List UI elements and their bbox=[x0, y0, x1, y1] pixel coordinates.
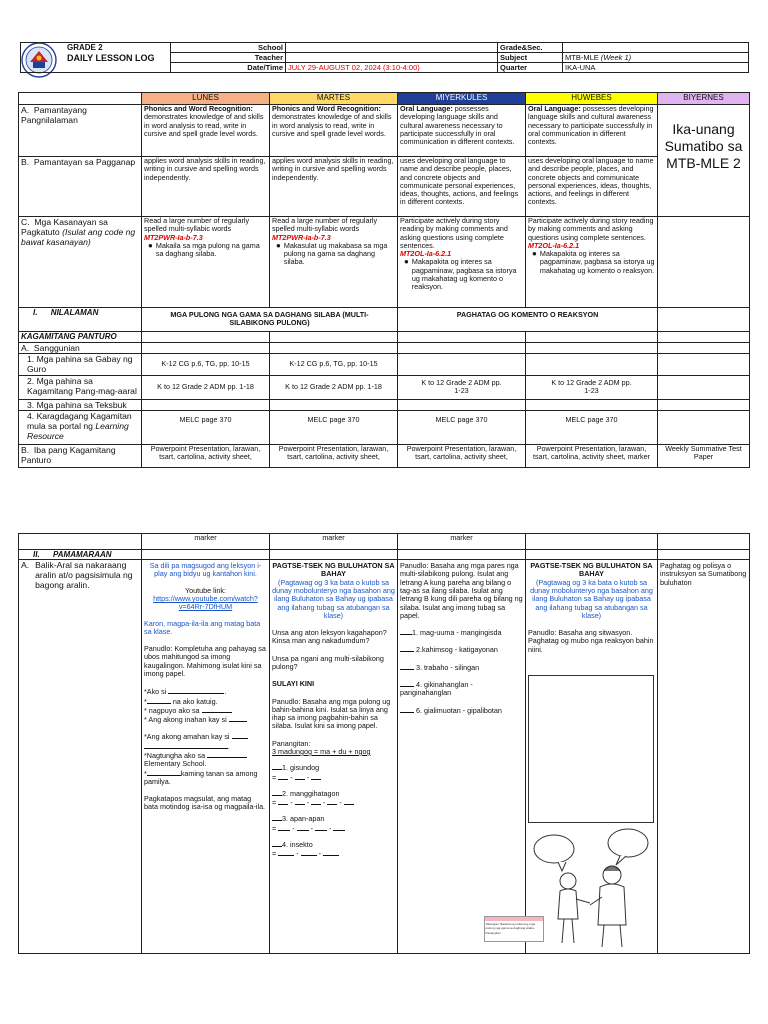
empty-cell bbox=[658, 331, 750, 342]
nilalaman-lunes-martes: MGA PULONG NGA GAMA SA DAGHANG SILABA (MULTI-SILABIKONG PULONG) bbox=[142, 308, 398, 332]
empty-cell bbox=[658, 410, 750, 444]
grade-label: GRADE 2 bbox=[67, 43, 103, 52]
bullet-icon: ● bbox=[148, 240, 153, 250]
situation-image-frame bbox=[528, 675, 654, 823]
exercise-word: 1. gisundog bbox=[282, 763, 320, 773]
empty-cell bbox=[270, 342, 398, 353]
doc-title: DAILY LESSON LOG bbox=[67, 53, 155, 63]
blank-line[interactable] bbox=[400, 628, 412, 635]
blank-line[interactable] bbox=[272, 840, 282, 847]
example-label: Panangitan: bbox=[272, 738, 311, 748]
fill-label: *Ako si bbox=[144, 687, 167, 697]
answer-line: = - - bbox=[272, 849, 395, 858]
thumb-text-2: Panangitan: bbox=[485, 930, 502, 935]
fill-line-1: *Ako si . bbox=[144, 687, 227, 697]
row-a-letter: A. bbox=[21, 105, 30, 115]
empty-cell bbox=[526, 353, 658, 375]
ref-row-1-label: 1. Mga pahina sa Gabay ng Guro bbox=[19, 353, 142, 375]
exercise-word: 3. apan-apan bbox=[282, 814, 325, 824]
empty-cell bbox=[142, 331, 270, 342]
empty-cell bbox=[526, 342, 658, 353]
cell-c-miyerkules bbox=[398, 217, 526, 308]
procedure-lunes bbox=[142, 560, 270, 954]
answer-line: = - - - bbox=[272, 824, 395, 833]
school-value[interactable] bbox=[286, 43, 498, 53]
skill-code: MT2OL-Ia-6.2.1 bbox=[528, 240, 580, 250]
empty-cell bbox=[658, 353, 750, 375]
fill-line-3 bbox=[144, 706, 267, 715]
ref-1-martes: K-12 CG p.6, TG, pp. 10-15 bbox=[270, 353, 398, 375]
skill-text: Read a large number of regularly spelled multi-syllabic words bbox=[272, 216, 378, 234]
fill-line-4 bbox=[144, 715, 267, 724]
fill-line-7: * kaming tanan sa among pamilya. bbox=[144, 768, 258, 786]
row-label-c bbox=[19, 217, 142, 308]
skill-text: Read a large number of regularly spelled multi-syllabic words bbox=[144, 216, 250, 234]
sang-title: Sanggunian bbox=[33, 342, 80, 353]
iba-letter: B. bbox=[21, 444, 30, 455]
objective-text: Makapakita og interes sa pagpaminaw, pagbasa sa istorya ug makahatag ug komento o reaksyon. bbox=[539, 249, 655, 275]
row-a-title: Pamantayang Pangnilalaman bbox=[21, 105, 87, 125]
pam-num: II. bbox=[33, 550, 40, 559]
bullet-icon: ● bbox=[532, 249, 537, 259]
teacher-value[interactable] bbox=[286, 53, 498, 63]
empty-cell bbox=[270, 331, 398, 342]
empty-cell bbox=[270, 550, 398, 560]
ref-title-italic: Learning Resource bbox=[27, 420, 129, 441]
row-c-note: (Isulat ang code ng bawat kasanayan) bbox=[21, 227, 136, 247]
blank-line[interactable] bbox=[400, 680, 414, 687]
empty-cell bbox=[658, 399, 750, 410]
exercise-item bbox=[272, 789, 395, 798]
procedure-biyernes bbox=[658, 560, 750, 954]
blank-line[interactable] bbox=[272, 789, 282, 796]
iba-martes: Powerpoint Presentation, larawan, tsart, cartolina, activity sheet, bbox=[270, 444, 398, 467]
panudlo-text: Panudlo: Basaha ang sitwasyon. Paghatag og mubo nga reaksyon bahin niini. bbox=[528, 628, 654, 654]
row-label-a bbox=[19, 105, 142, 157]
empty-cell bbox=[398, 399, 526, 410]
oral-head: Oral Language: bbox=[400, 104, 453, 113]
ref-row-4-label: 4. Karagdagang Kagamitan mula sa portal ng Learning Resource bbox=[19, 410, 142, 444]
empty-cell bbox=[658, 342, 750, 353]
ref-4-martes: MELC page 370 bbox=[270, 410, 398, 444]
oral-head: Oral Language: bbox=[528, 104, 581, 113]
exercise-item bbox=[272, 763, 395, 772]
quarter-label: Quarter bbox=[498, 63, 563, 73]
row-label-b bbox=[19, 157, 142, 217]
blank-line[interactable] bbox=[400, 645, 414, 652]
pair-words: 1. mag-uuma - mangingisda bbox=[412, 628, 502, 638]
youtube-label: Youtube link: bbox=[185, 585, 226, 595]
checking-sub: (Pagtawag og 3 ka bata o kutob sa dunay mobolunteryo nga basahon ang ilang Buluhaton sa Bahay ug ipabasa ang ilahang tubag sa atubangan sa klase) bbox=[272, 577, 395, 620]
marker-lunes: marker bbox=[142, 534, 270, 550]
cell-a-miyerkules bbox=[398, 105, 526, 157]
empty-cell bbox=[526, 399, 658, 410]
pair-item bbox=[400, 628, 523, 637]
fill-line-5 bbox=[144, 732, 267, 741]
phonics-head: Phonics and Word Recognition: bbox=[272, 104, 381, 113]
objective-text: Makapakita og interes sa pagpaminaw, pagbasa sa istorya ug makahatag ug komento o reaksyon. bbox=[411, 257, 517, 292]
objective-text: Makaila sa mga pulong na gama sa daghang silaba. bbox=[155, 240, 260, 259]
phonics-text: demonstrates knowledge of and skills in word analysis to read, write in cursive and spell grade level words. bbox=[272, 112, 392, 138]
question-2: Unsa pa ngani ang multi-silabikong pulong? bbox=[272, 653, 384, 671]
summative-title: Ika-unang Sumatibo sa MTB-MLE 2 bbox=[664, 121, 743, 171]
datetime-label: Date/Time bbox=[171, 63, 286, 73]
pair-item bbox=[400, 645, 523, 654]
blank-line[interactable] bbox=[400, 663, 414, 670]
day-header-martes: MARTES bbox=[270, 93, 398, 105]
empty-cell bbox=[658, 550, 750, 560]
phonics-head: Phonics and Word Recognition: bbox=[144, 104, 253, 113]
empty-cell bbox=[270, 399, 398, 410]
answer-line: = - - bbox=[272, 773, 395, 782]
panudlo-text: Panudlo: Basaha ang mga pares nga multi-silabikong pulong. Isulat ang letrang A kung pareha ang bilang o tag-as sa ilang silaba. Isulat ang letrang B kung dili pareha og bilang ng silaba. Isulat ang imong tubag sa papel. bbox=[400, 561, 523, 620]
cell-c-martes bbox=[270, 217, 398, 308]
cell-b-lunes: applies word analysis skills in reading, writing in cursive and spelling words independently. bbox=[142, 157, 270, 217]
nilalaman-biyernes bbox=[658, 308, 750, 332]
ref-row-2-label: 2. Mga pahina sa Kagamitang Pang-mag-aaral bbox=[19, 375, 142, 399]
blank-line[interactable] bbox=[202, 706, 232, 713]
fill-label: *Nagtungha ako sa bbox=[144, 750, 206, 760]
blank-line[interactable] bbox=[272, 814, 282, 821]
sanggunian-label bbox=[19, 342, 142, 353]
phonics-text: demonstrates knowledge of and skills in word analysis to read, write in cursive and spell grade level words. bbox=[144, 112, 264, 138]
instruction-text: Paghatag og polisya o instruksyon sa Sumatibong buluhaton bbox=[660, 561, 747, 587]
situation-illustration bbox=[528, 825, 652, 949]
empty-cell bbox=[142, 550, 270, 560]
pair-words: 6. gialimuotan - gipalibotan bbox=[416, 705, 502, 715]
ref-4-miyerkules: MELC page 370 bbox=[398, 410, 526, 444]
intro-text: Sa dili pa magsugod ang leksyon i-play ang bidyu ug kantahon kini. bbox=[149, 561, 262, 579]
blank-line[interactable] bbox=[232, 732, 248, 739]
sang-letter: A. bbox=[21, 342, 30, 353]
marker-martes: marker bbox=[270, 534, 398, 550]
empty-cell bbox=[526, 534, 658, 550]
nil-title: NILALAMAN bbox=[50, 308, 99, 317]
subject-label: Subject bbox=[498, 53, 563, 63]
subject-text: MTB-MLE bbox=[565, 53, 599, 62]
answer-line: = - - - - bbox=[272, 798, 395, 807]
list-item bbox=[528, 250, 655, 275]
objective-text: Makasulat ug makabasa sa mga pulong na gama sa daghang silaba. bbox=[283, 240, 388, 267]
blank-line[interactable] bbox=[229, 715, 247, 722]
bullet-icon: ● bbox=[276, 240, 281, 250]
teacher-label: Teacher bbox=[171, 53, 286, 63]
empty-cell bbox=[398, 550, 526, 560]
list-item bbox=[144, 242, 267, 259]
exercise-item bbox=[272, 840, 395, 849]
empty-cell bbox=[398, 342, 526, 353]
checking-title: PAGTSE-TSEK NG BULUHATON SA BAHAY bbox=[530, 561, 653, 579]
sulayi-title: SULAYI KINI bbox=[272, 679, 315, 689]
blank-line[interactable] bbox=[168, 687, 224, 694]
bullet-icon: ● bbox=[404, 257, 409, 267]
oral-text: possesses developing language skills and cultural awareness necessary to participate successfully in oral communication in different contexts. bbox=[400, 104, 515, 147]
header-table bbox=[20, 42, 749, 73]
skill-code: MT2PWR-Ia-b-7.3 bbox=[144, 232, 203, 242]
blank-line[interactable] bbox=[147, 697, 171, 704]
exercise-item bbox=[272, 814, 395, 823]
pamamaraan-label bbox=[19, 550, 142, 560]
row-c-title: Mga Kasanayan sa Pagkatuto bbox=[21, 217, 108, 237]
ref-1-lunes: K-12 CG p.6, TG, pp. 10-15 bbox=[142, 353, 270, 375]
biyernes-title bbox=[658, 105, 750, 217]
procedure-huwebes bbox=[526, 560, 658, 954]
cell-a-martes bbox=[270, 105, 398, 157]
list-item bbox=[272, 242, 395, 267]
fill-line-5b: . bbox=[144, 742, 267, 751]
blank-line[interactable] bbox=[272, 763, 282, 770]
list-item bbox=[400, 258, 523, 291]
fill-label: *Ang akong amahan kay si bbox=[144, 732, 230, 742]
ref-4-huwebes: MELC page 370 bbox=[526, 410, 658, 444]
quarter-value[interactable]: IKA-UNA bbox=[563, 63, 749, 73]
cell-a-huwebes bbox=[526, 105, 658, 157]
blank-line[interactable] bbox=[400, 706, 414, 713]
day-header-miyerkules: MIYERKULES bbox=[398, 93, 526, 105]
empty-cell bbox=[658, 375, 750, 399]
skill-text: Participate actively during story reading by making comments and asking questions using complete sentences. bbox=[400, 216, 508, 250]
cell-b-huwebes: uses developing oral language to name and describe people, places, and concrete objects and communicate personal experiences, ideas, thoughts, actions, and feelings in different contexts. bbox=[526, 157, 658, 217]
blank-line[interactable] bbox=[207, 751, 247, 758]
cell-b-miyerkules: uses developing oral language to name and describe people, places, and concrete objects and communicate personal experiences, ideas, thoughts, actions, and feelings in different contexts. bbox=[398, 157, 526, 217]
cell-c-lunes bbox=[142, 217, 270, 308]
nil-num: I. bbox=[33, 308, 38, 317]
ref-2-lunes: K to 12 Grade 2 ADM pp. 1-18 bbox=[142, 375, 270, 399]
empty-cell bbox=[142, 399, 270, 410]
blank-line[interactable] bbox=[144, 742, 228, 749]
balik-letter: A. bbox=[21, 560, 30, 571]
day-header-huwebes: HUWEBES bbox=[526, 93, 658, 105]
grade-sec-value[interactable] bbox=[563, 43, 749, 53]
skill-text: Participate actively during story reading by making comments and asking questions using complete sentences. bbox=[528, 216, 654, 242]
empty-cell bbox=[658, 534, 750, 550]
iba-lunes: Powerpoint Presentation, larawan, tsart, cartolina, activity sheet, bbox=[142, 444, 270, 467]
pam-title: PAMAMARAAN bbox=[53, 550, 112, 559]
panudlo-text: Panudlo: Basaha ang mga pulong ug bahin-bahina kini. Isulat sa linya ang ihap sa imong pagbahin-bahin sa silaba. Isulat kini sa imong papel. bbox=[272, 696, 391, 731]
fill-label: Elementary School. bbox=[144, 759, 207, 769]
subject-week: (Week 1) bbox=[600, 53, 632, 62]
pair-item bbox=[400, 706, 523, 715]
subject-value[interactable] bbox=[563, 53, 749, 63]
skill-code: MT2OL-Ia-6.2.1 bbox=[400, 249, 452, 259]
exercise-word: 2. manggihatagon bbox=[282, 788, 340, 798]
nilalaman-miyerkules-huwebes: PAGHATAG OG KOMENTO O REAKSYON bbox=[398, 308, 658, 332]
blank-line[interactable] bbox=[147, 769, 181, 776]
iba-huwebes: Powerpoint Presentation, larawan, tsart, cartolina, activity sheet, marker bbox=[526, 444, 658, 467]
corner-cell bbox=[19, 93, 142, 105]
pair-item bbox=[400, 680, 523, 698]
balik-aral-label bbox=[19, 560, 142, 954]
ref-4-lunes: MELC page 370 bbox=[142, 410, 270, 444]
ref-title: Mga pahina sa Teksbuk bbox=[36, 399, 127, 410]
ref-2-huwebes: K to 12 Grade 2 ADM pp. 1-23 bbox=[526, 375, 658, 399]
row-b-letter: B. bbox=[21, 157, 30, 167]
fill-label: kaming tanan sa among pamilya. bbox=[144, 768, 258, 786]
lesson-table-1 bbox=[18, 92, 750, 468]
iba-miyerkules: Powerpoint Presentation, larawan, tsart, cartolina, activity sheet, bbox=[398, 444, 526, 467]
pair-words: 2.kahimsog - katigayonan bbox=[416, 645, 498, 655]
ref-2-martes: K to 12 Grade 2 ADM pp. 1-18 bbox=[270, 375, 398, 399]
karon-text: Karon, magpa-ila-ila ang matag bata sa klase. bbox=[144, 618, 261, 636]
school-label: School bbox=[171, 43, 286, 53]
checking-title: PAGTSE-TSEK NG BULUHATON SA BAHAY bbox=[272, 561, 395, 579]
balik-title: Balik-Aral sa nakaraang aralin at/o pagsisimula ng bagong aralin. bbox=[35, 560, 133, 591]
iba-label bbox=[19, 444, 142, 467]
cell-a-lunes bbox=[142, 105, 270, 157]
question-1: Unsa ang aton leksyon kagahapon? Kinsa man ang nakadumdum? bbox=[272, 628, 387, 646]
procedure-miyerkules bbox=[398, 560, 536, 954]
fill-line-2: * na ako katuig. bbox=[144, 696, 218, 706]
empty-cell bbox=[526, 331, 658, 342]
ref-2-miyerkules: K to 12 Grade 2 ADM pp. 1-23 bbox=[398, 375, 526, 399]
datetime-value[interactable]: JULY 29-AUGUST 02, 2024 (3:10-4:00) bbox=[286, 63, 498, 73]
fill-label: * nagpuyo ako sa bbox=[144, 705, 200, 715]
day-header-lunes: LUNES bbox=[142, 93, 270, 105]
closing-text: Pagkatapos magsulat, ang matag bata motindog isa-isa og magpaila-ila. bbox=[144, 794, 266, 812]
empty-cell bbox=[19, 534, 142, 550]
row-c-letter: C. bbox=[21, 217, 30, 227]
empty-cell bbox=[526, 550, 658, 560]
iba-title: Iba pang Kagamitang Panturo bbox=[21, 444, 116, 465]
row-b-title: Pamantayan sa Pagganap bbox=[33, 157, 136, 167]
reaction-illustration-icon bbox=[528, 825, 652, 949]
ref-title: Mga pahina sa Gabay ng Guro bbox=[27, 353, 133, 374]
example-text: 3 madungog = ma + du + ngog bbox=[272, 746, 371, 756]
cell-c-biyernes bbox=[658, 217, 750, 308]
iba-biyernes: Weekly Summative Test Paper bbox=[658, 444, 750, 467]
exercise-word: 4. insekto bbox=[282, 839, 313, 849]
marker-miyerkules: marker bbox=[398, 534, 526, 550]
checking-sub: (Pagtawag og 3 ka bata o kutob sa dunay mobolunteryo nga basahon ang ilang Buluhaton sa Bahay ug ipabasa ang ilahang tubag sa atubangan sa klase) bbox=[530, 577, 653, 620]
fill-label: na ako katuig. bbox=[172, 696, 218, 706]
pair-words: 4. gikinahanglan - panginahanglan bbox=[400, 680, 473, 698]
empty-cell bbox=[398, 353, 526, 375]
thumb-text: Tabangan: Basaha ug isulat ang mga pulong nga gama sa daghang silaba. bbox=[485, 921, 536, 930]
day-header-biyernes: BIYERNES bbox=[658, 93, 750, 105]
cell-b-martes: applies word analysis skills in reading, writing in cursive and spelling words independently. bbox=[270, 157, 398, 217]
lesson-table-2 bbox=[18, 533, 750, 954]
empty-cell bbox=[142, 342, 270, 353]
fill-label: * Ang akong inahan kay si bbox=[144, 715, 227, 725]
ref-row-3-label: 3. Mga pahina sa Teksbuk bbox=[19, 399, 142, 410]
pair-words: 3. trabaho - silingan bbox=[416, 662, 480, 672]
youtube-link[interactable]: https://www.youtube.com/watch?v=64Rr-7DfHUM bbox=[153, 594, 258, 612]
skill-code: MT2PWR-Ia-b-7.3 bbox=[272, 232, 331, 242]
panudlo-text: Panudlo: Kompletuha ang pahayag sa ubos mahitungod sa imong kaugalingon. Mahimong isulat kini sa imong papel. bbox=[144, 644, 266, 678]
empty-cell bbox=[398, 331, 526, 342]
ref-title: Mga pahina sa Kagamitang Pang-mag-aaral bbox=[27, 375, 137, 396]
oral-text: possesses developing language skills and cultural awareness necessary to participate successfully in oral communication in different contexts. bbox=[528, 104, 654, 147]
grade-sec-label: Grade&Sec. bbox=[498, 43, 563, 53]
kagamitan-label: KAGAMITANG PANTURO bbox=[19, 331, 142, 342]
worksheet-thumbnail bbox=[484, 916, 536, 942]
ref-title: Karagdagang Kagamitan mula sa portal ng bbox=[27, 410, 132, 431]
pair-item bbox=[400, 663, 523, 672]
nilalaman-label bbox=[19, 308, 142, 332]
cell-c-huwebes bbox=[526, 217, 658, 308]
procedure-martes bbox=[270, 560, 398, 954]
